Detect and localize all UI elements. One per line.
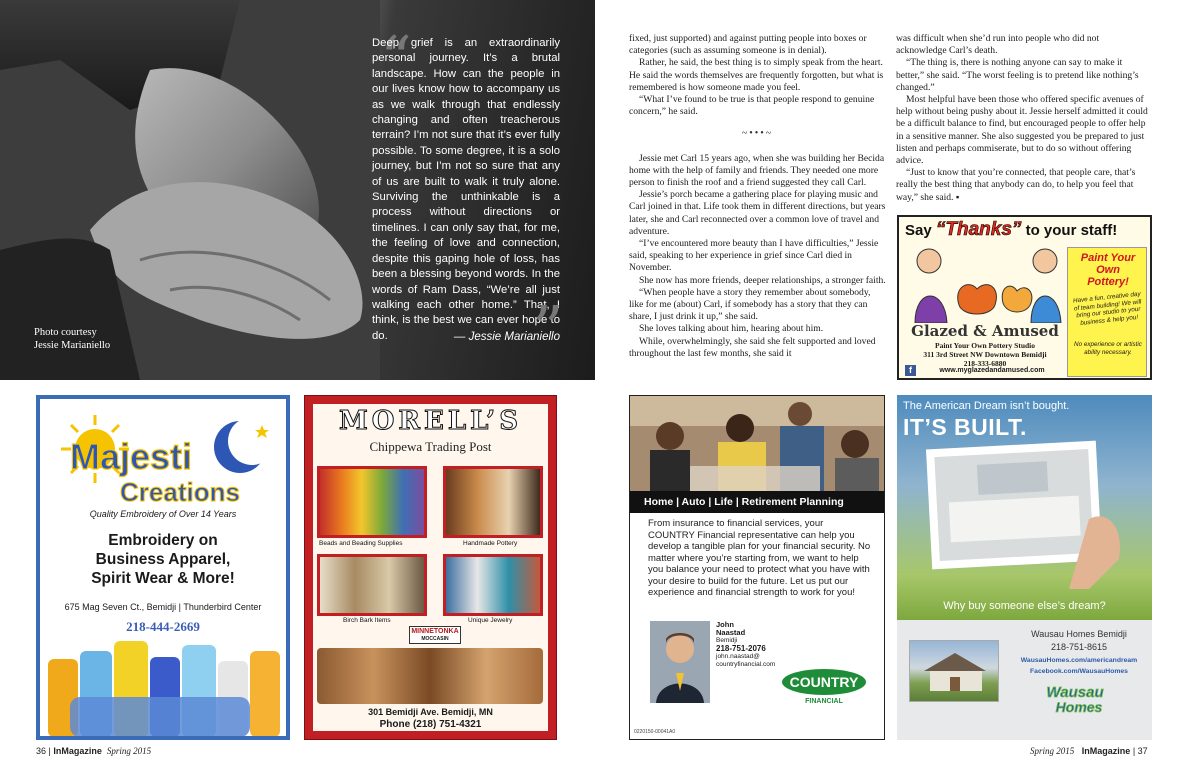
agent-first-name: John (716, 620, 734, 629)
article-paragraph: Jessie met Carl 15 years ago, when she was building her Becida home with the help of family and friends. They needed one more person to finish the roof and a friend suggested they call Carl. (629, 152, 885, 189)
family-image (630, 396, 884, 491)
phone: Phone (218) 751-4321 (379, 719, 482, 730)
business-address: 311 3rd Street NW Downtown Bemidji (923, 350, 1047, 359)
box-heading-line: Paint Your (1080, 252, 1136, 264)
issue-name: Spring 2015 (106, 746, 152, 756)
brand-sub: MOCCASIN (421, 636, 449, 642)
section-divider: ~•••~ (741, 128, 774, 140)
photo-credit-line: Jessie Marianiello (34, 339, 111, 351)
ad-body: From insurance to financial services, your COUNTRY Financial representative can help you develop a tangible plan for your financial security. No matter where you’re starting from, we want to help you balance your need to protect what you have with your desire to build for the future. Let us put our experience and financial strength to work for you! (648, 518, 871, 598)
caption-beads: Beads and Beading Supplies (319, 540, 403, 547)
wausau-homes-ad[interactable] (897, 395, 1152, 740)
hands-photo (0, 0, 380, 380)
article-column-2 (896, 33, 1152, 204)
moccasins-photo (317, 648, 543, 704)
logo-majestic: Majesti (70, 436, 193, 477)
footer-separator: | (1132, 746, 1136, 756)
country-financial-logo (780, 668, 868, 706)
box-heading (1068, 252, 1148, 288)
business-phone: 218-333-6880 (963, 359, 1007, 368)
article-paragraph: was difficult when she’d run into people who did not acknowledge Carl’s death. (896, 33, 1100, 57)
agent-portrait (650, 621, 710, 703)
article-paragraph: “When people have a story they remember about somebody, like for me (about) Carl, if somebody has a story that they can share, I just drink it up,” she said. (629, 286, 871, 323)
headline-line: Embroidery on (108, 532, 218, 549)
magazine-name: Magazine (1089, 746, 1131, 756)
agent-email: john.naastad@ (716, 653, 760, 660)
contact-panel (897, 620, 1152, 740)
agent-photo (650, 621, 710, 703)
quote-attribution: — Jessie Marianiello (453, 331, 560, 343)
house-photo (909, 640, 999, 702)
tagline: Quality Embroidery of Over 14 Years (89, 509, 237, 519)
logo-homes: Homes (1055, 699, 1103, 715)
photo-credit (34, 327, 154, 352)
headline-to-staff: to your staff! (1025, 222, 1118, 239)
article-paragraph: fixed, just supported) and against putting people into boxes or categories (such as assuming someone is in denial). (629, 33, 867, 57)
footer-separator: | (48, 746, 51, 756)
article-paragraph: She now has more friends, deeper relationships, a stronger faith. (639, 274, 886, 286)
article-paragraph: While, overwhelmingly, she said she felt supported and loved throughout the last few months, she said it (629, 335, 876, 359)
article-paragraph: “The thing is, there is nothing anyone can say to make it better,” she said. “The worst feeling is to pretend like nothing’s changed.” (896, 57, 1139, 93)
morells-title: MORELL’S (338, 406, 522, 436)
agent-info (716, 621, 796, 669)
morells-panel (313, 404, 548, 731)
hero-image (897, 395, 1152, 620)
moon-icon (214, 417, 276, 473)
ad-headline (905, 219, 1150, 241)
logo-wausau: Wausau (1046, 684, 1104, 701)
pottery-photo (443, 466, 543, 538)
jewelry-photo (443, 554, 543, 616)
headline-thanks: “Thanks” (935, 219, 1022, 240)
caption-birch: Birch Bark Items (343, 617, 391, 624)
article-paragraph: Rather, he said, the best thing is to simply speak from the heart. He said the words themselves are frequently forgotten, but what is remembered is how someone made you feel. (629, 57, 884, 93)
wausau-homes-logo (1025, 682, 1125, 716)
family-photo (630, 396, 884, 491)
ad-code: 0220150-00041A0 (634, 729, 676, 735)
beads-photo (317, 466, 427, 538)
agent-site: countryfinancial.com (716, 661, 776, 668)
box-heading-line: Pottery! (1087, 276, 1129, 288)
headline-line: Spirit Wear & More! (91, 570, 235, 587)
feature-photo (0, 0, 595, 380)
services-nav: Home | Auto | Life | Retirement Planning (630, 491, 884, 513)
morells-ad[interactable] (304, 395, 557, 740)
facebook-icon[interactable]: f (905, 365, 916, 376)
caption-jewelry: Unique Jewelry (468, 617, 513, 624)
photo-credit-line: Photo courtesy (34, 327, 97, 338)
dealer-phone: 218-751-8615 (1050, 642, 1108, 652)
address: 301 Bemidji Ave. Bemidji, MN (368, 707, 493, 717)
paint-your-own-box (1067, 247, 1147, 377)
magazine-icon: In (1081, 746, 1090, 756)
agent-city: Bemidji (716, 637, 738, 644)
open-quote-mark: “ (380, 22, 412, 95)
glazed-and-amused-ad[interactable] (897, 215, 1152, 380)
business-tagline: Paint Your Own Pottery Studio (934, 341, 1035, 350)
caption-pottery: Handmade Pottery (463, 540, 518, 547)
birch-bark-photo (317, 554, 427, 616)
close-quote-mark: ” (532, 292, 564, 365)
hero-line-1: The American Dream isn’t bought. (903, 400, 1070, 412)
majestic-creations-ad[interactable] (36, 395, 290, 740)
hero-question: Why buy someone else’s dream? (943, 600, 1106, 612)
agent-phone: 218-751-2076 (716, 644, 766, 653)
thread-spools-image (40, 637, 286, 737)
article-paragraph: “What I’ve found to be true is that people respond to genuine concern,” he said. (629, 94, 875, 118)
article-paragraph: She loves talking about him, hearing about him. (639, 323, 824, 335)
business-details (905, 341, 1065, 368)
box-text-2: No experience or artistic ability necessary. (1074, 341, 1142, 356)
magazine-name: Magazine (61, 746, 102, 756)
article-paragraph: Jessie’s porch became a gathering place for playing music and Carl joined in that. Life took them in different directions, but years later, she and Carl reconnected over a common love of travel and adventure. (629, 189, 886, 237)
article-paragraph: “I’ve encountered more beauty than I have difficulties,” Jessie said, speaking to her experience in grief since Carl died in November. (629, 238, 879, 274)
pottery-illustration (907, 245, 1063, 323)
address: 675 Mag Seven Ct., Bemidji | Thunderbird Center (64, 602, 262, 612)
box-text: Have a fun, creative day of team building! We will bring our studio to your business & help you! (1072, 290, 1142, 327)
article-paragraph: “Just to know that you’re connected, that people care, that’s really the best thing that anybody can do, to help you feel that way,” she said. ▪ (896, 167, 1136, 203)
website-link[interactable]: www.myglazedandamused.com (939, 367, 1045, 374)
majestic-logo (40, 407, 286, 507)
house-image (910, 641, 1000, 703)
right-footer (1030, 746, 1148, 756)
website-link[interactable]: WausauHomes.com/americandream (1020, 657, 1138, 664)
brand-name: MINNETONKA (411, 628, 459, 635)
hero-line-2: IT’S BUILT. (903, 414, 1027, 440)
minnetonka-logo (409, 626, 461, 644)
morells-subtitle: Chippewa Trading Post (369, 439, 492, 454)
page-number: 36 (36, 746, 47, 756)
pull-quote: Deep grief is an extraordinarily personal journey. It’s a brutal landscape. How can the people in our lives know how to accompany us as we walk through that endlessly changing and often treacherous terrain? I’m not sure that it’s ever fully possible. To some degree, it is a solo journey, but I’m not so sure that any of us are built to walk it truly alone. Surviving the unthinkable is a process without directions or timelines. I can only say that, for me, the feeling of love and connection, despite this gaping hole of loss, has been a blessing beyond words. In the words of Ram Dass, “We’re all just walking each other home.” That, I think, is the best we can ever hope to do. (372, 37, 560, 342)
kitchen-photo-card (919, 439, 1129, 589)
page-number: 37 (1137, 746, 1148, 756)
article-paragraph: Most helpful have been those who offered specific avenues of help without being pushy about it. Jessie herself admitted it could be a difficult balance to find, but encouraged people to offer help in a sensitive manner. She also suggested you be prepared to just listen and perhaps commiserate, but to do so without offering advice. (896, 94, 1148, 167)
logo-country: COUNTRY (789, 674, 859, 690)
left-footer (36, 746, 151, 756)
issue-name: Spring 2015 (1030, 746, 1075, 756)
dealer-name: Wausau Homes Bemidji (1031, 629, 1127, 639)
magazine-icon: In (53, 746, 62, 756)
facebook-link[interactable]: Facebook.com/WausauHomes (1030, 668, 1128, 675)
logo-financial: FINANCIAL (805, 698, 843, 705)
phone: 218-444-2669 (126, 619, 200, 634)
box-heading-line: Own (1096, 264, 1120, 276)
agent-last-name: Naastad (716, 628, 746, 637)
article-column-1 (629, 33, 886, 360)
headline-say: Say (905, 222, 932, 239)
headline-line: Business Apparel, (95, 551, 231, 568)
logo-creations: Creations (120, 477, 240, 507)
country-financial-ad[interactable] (629, 395, 885, 740)
ad-headline (40, 531, 286, 588)
business-name: Glazed & Amused (911, 322, 1059, 340)
